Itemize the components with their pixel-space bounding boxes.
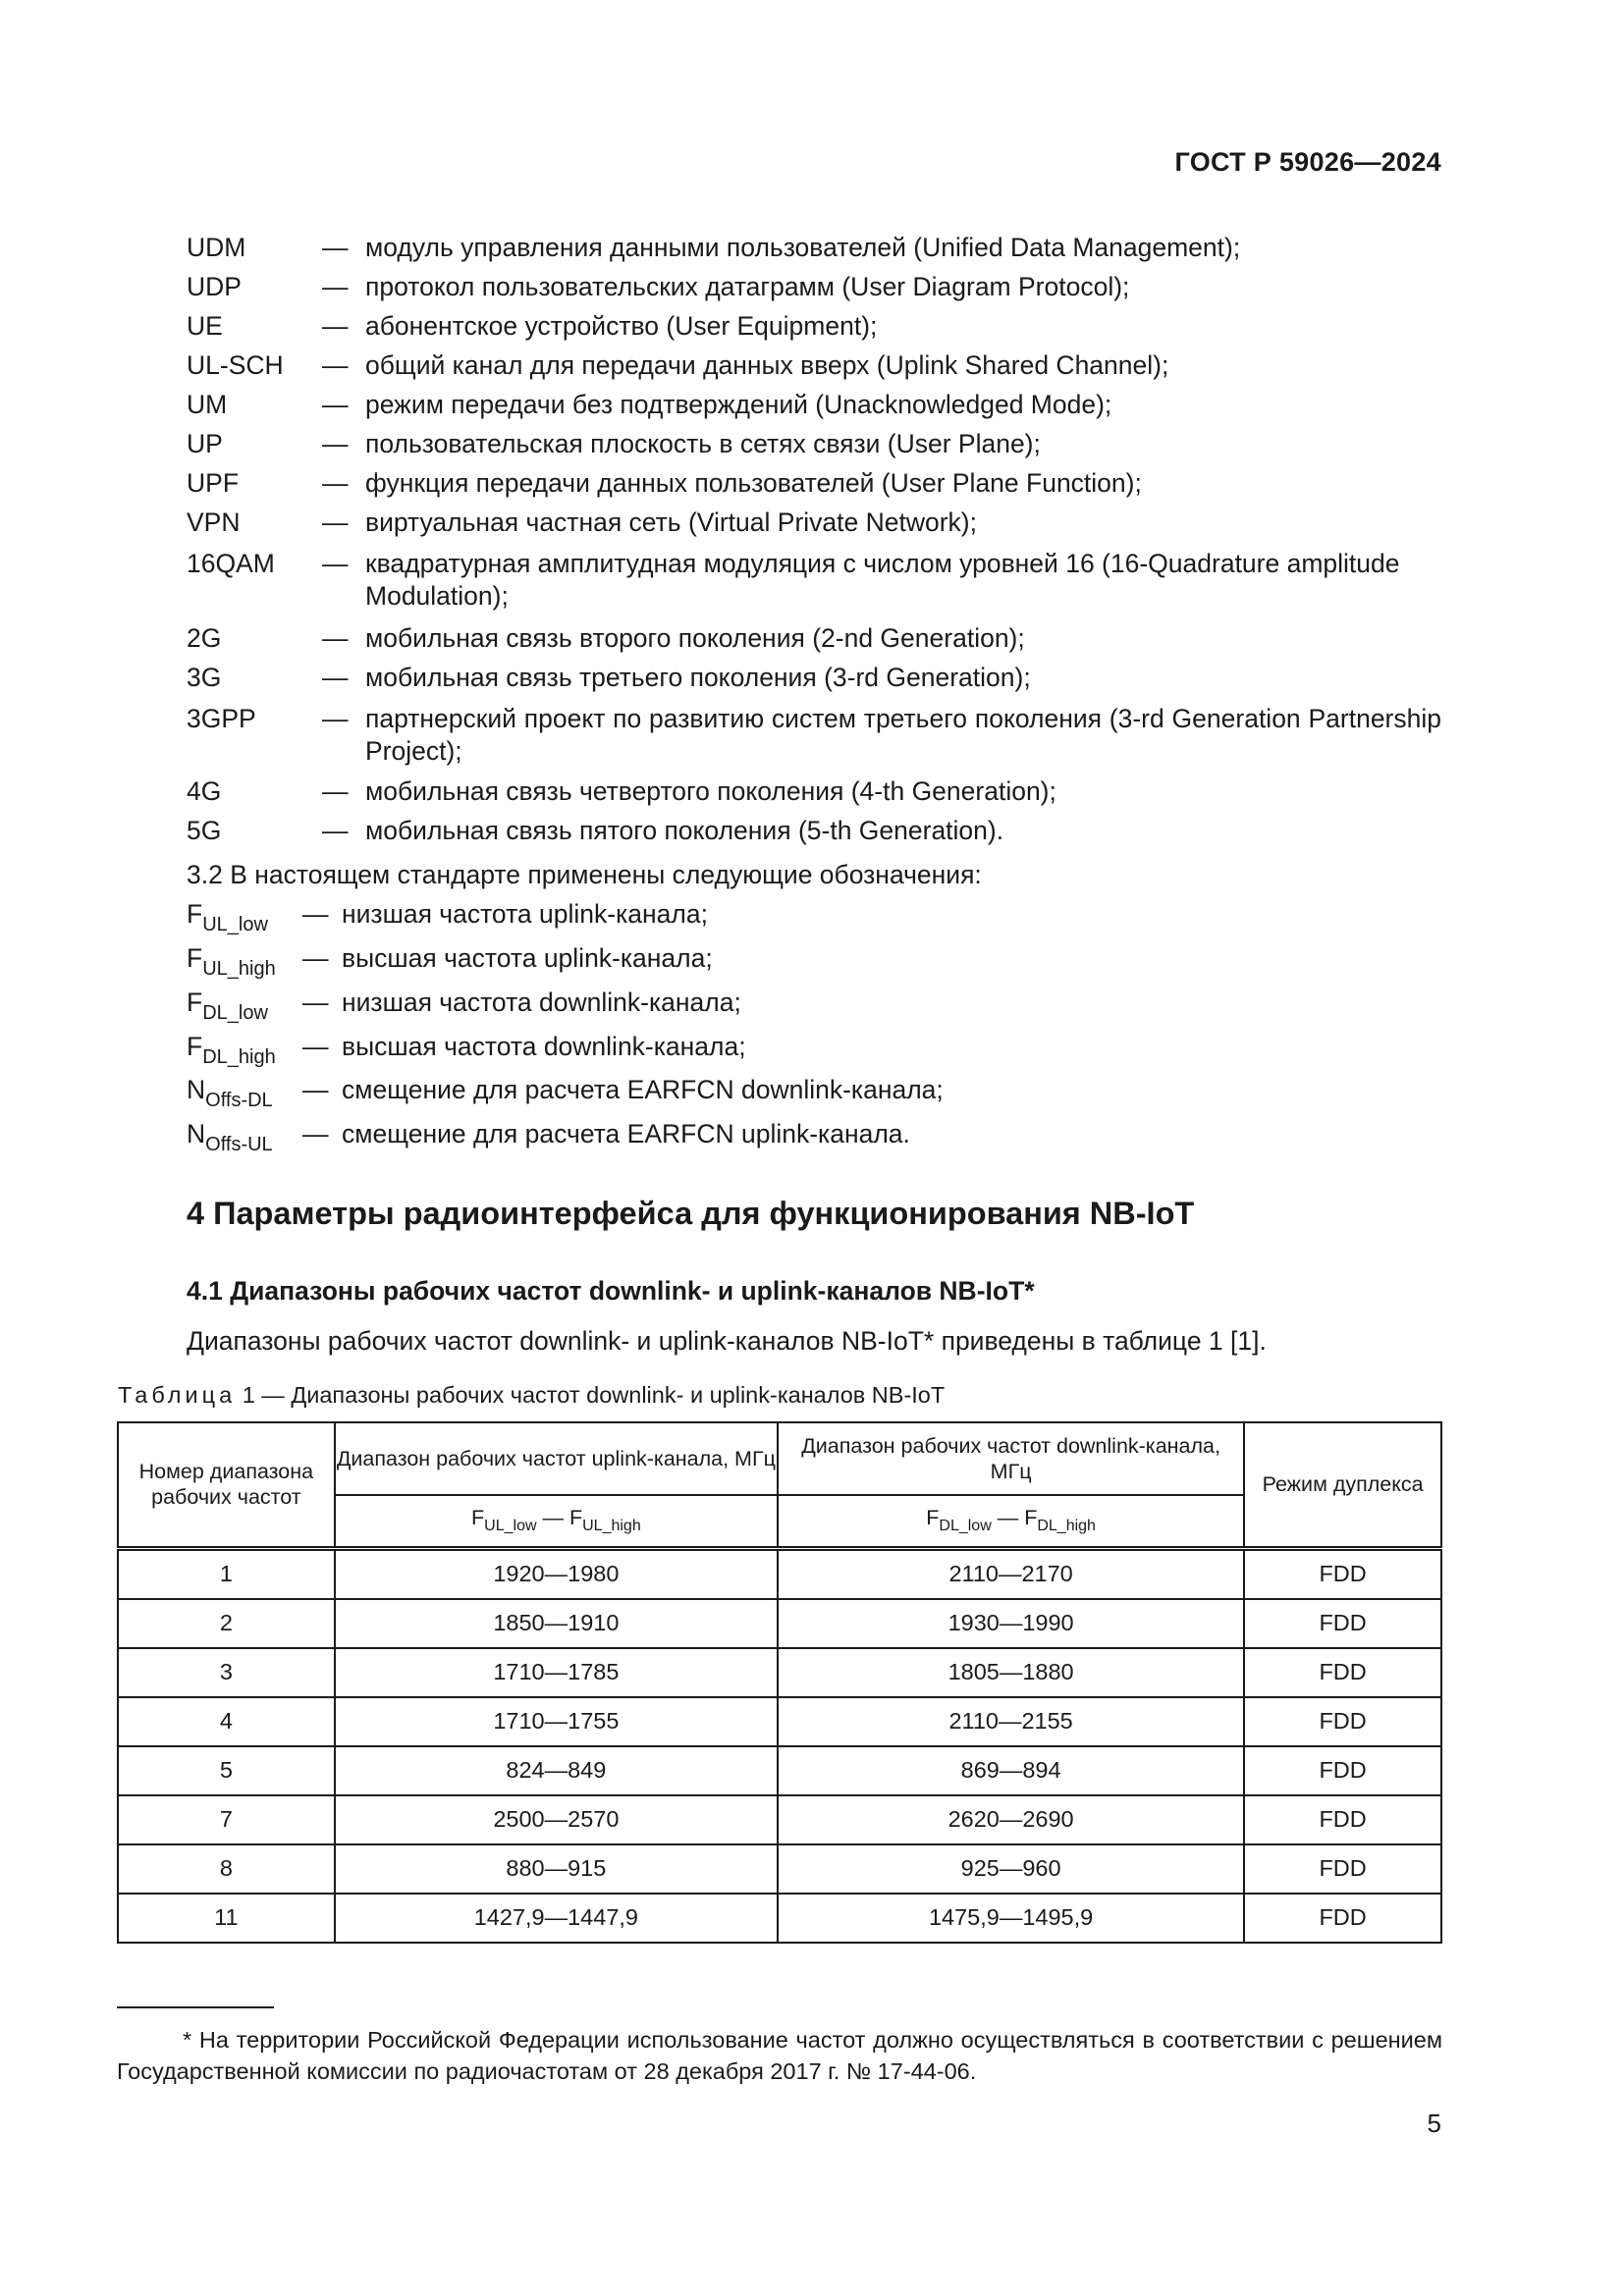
symbol-notation: $F_{DL\_low}$ xyxy=(187,988,268,1024)
uplink-cell: 1850—1910 xyxy=(335,1599,778,1648)
abbreviation-definition: мобильная связь второго поколения (2-nd Generation); xyxy=(365,623,1025,653)
symbol-definition: смещение для расчета EARFCN downlink-канала; xyxy=(342,1075,944,1104)
symbol-item xyxy=(187,942,713,986)
dash: — xyxy=(322,549,349,578)
symbol-definition: высшая частота uplink-канала; xyxy=(342,943,713,973)
symbol-item xyxy=(187,898,708,941)
page-number: 5 xyxy=(1427,2109,1441,2138)
uplink-cell: 1710—1785 xyxy=(335,1648,778,1697)
band-cell: 3 xyxy=(118,1648,335,1697)
uplink-cell: 2500—2570 xyxy=(335,1795,778,1844)
abbreviation-term: 5G xyxy=(187,816,222,845)
abbreviation-definition: партнерский проект по развитию систем третьего поколения (3-rd Generation Partnership Project); xyxy=(365,704,1441,766)
band-cell: 7 xyxy=(118,1795,335,1844)
dash: — xyxy=(322,390,349,419)
table-row xyxy=(118,1894,1441,1943)
footnote-separator xyxy=(117,2006,274,2008)
dash: — xyxy=(302,988,329,1017)
band-cell: 4 xyxy=(118,1697,335,1746)
symbol-item xyxy=(187,1118,910,1161)
symbol-definition: низшая частота uplink-канала; xyxy=(342,899,708,929)
abbreviation-term: UP xyxy=(187,429,223,458)
abbreviation-item xyxy=(187,271,1441,303)
downlink-cell: 2110—2170 xyxy=(778,1548,1244,1599)
abbreviation-definition: пользовательская плоскость в сетях связи (User Plane); xyxy=(365,429,1041,458)
abbreviation-term: 3GPP xyxy=(187,704,256,733)
dash: — xyxy=(322,704,349,733)
symbol-notation: $F_{UL\_low}$ xyxy=(187,899,268,935)
table-caption-label: Таблица xyxy=(118,1382,237,1408)
abbreviation-item xyxy=(187,662,1441,694)
abbreviation-definition: режим передачи без подтверждений (Unacknowledged Mode); xyxy=(365,390,1112,419)
dash: — xyxy=(302,899,329,929)
downlink-cell: 925—960 xyxy=(778,1844,1244,1894)
dash: — xyxy=(322,776,349,806)
dash: — xyxy=(322,272,349,301)
abbreviation-item xyxy=(187,310,1441,343)
document-header: ГОСТ Р 59026—2024 xyxy=(1174,147,1441,177)
abbreviation-term: 2G xyxy=(187,623,222,653)
abbreviation-definition: функция передачи данных пользователей (User Plane Function); xyxy=(365,468,1142,498)
duplex-cell: FDD xyxy=(1244,1844,1441,1894)
abbreviation-term: UDM xyxy=(187,233,246,262)
duplex-cell: FDD xyxy=(1244,1746,1441,1795)
downlink-cell: 869—894 xyxy=(778,1746,1244,1795)
abbreviation-term: UDP xyxy=(187,272,242,301)
abbreviation-term: UE xyxy=(187,311,223,341)
abbreviation-item xyxy=(187,507,1441,539)
abbreviation-term: UL-SCH xyxy=(187,350,284,380)
dash: — xyxy=(322,623,349,653)
duplex-cell: FDD xyxy=(1244,1648,1441,1697)
abbreviation-definition: квадратурная амплитудная модуляция с числом уровней 16 (16-Quadrature amplitude Modulation); xyxy=(365,549,1400,611)
abbreviation-definition: общий канал для передачи данных вверх (Uplink Shared Channel); xyxy=(365,350,1169,380)
abbreviation-term: 16QAM xyxy=(187,549,275,578)
table-caption-text: 1 — Диапазоны рабочих частот downlink- и uplink-каналов NB-IoT xyxy=(242,1382,946,1408)
abbreviation-definition: мобильная связь четвертого поколения (4-th Generation); xyxy=(365,776,1056,806)
abbreviation-item xyxy=(187,548,1441,613)
table-row xyxy=(118,1844,1441,1894)
symbol-notation: $F_{UL\_high}$ xyxy=(187,943,276,980)
duplex-cell: FDD xyxy=(1244,1795,1441,1844)
duplex-cell: FDD xyxy=(1244,1894,1441,1943)
uplink-cell: 880—915 xyxy=(335,1844,778,1894)
dash: — xyxy=(322,311,349,341)
abbreviation-item xyxy=(187,428,1441,460)
downlink-cell: 2620—2690 xyxy=(778,1795,1244,1844)
band-cell: 2 xyxy=(118,1599,335,1648)
symbol-notation: $N_{Offs-UL}$ xyxy=(187,1119,273,1155)
dash: — xyxy=(322,663,349,692)
header-band: Номер диапазона рабочих частот xyxy=(118,1422,335,1548)
abbreviation-term: UM xyxy=(187,390,228,419)
symbol-item xyxy=(187,987,741,1030)
abbreviation-definition: абонентское устройство (User Equipment); xyxy=(365,311,878,341)
dash: — xyxy=(322,350,349,380)
frequency-table xyxy=(117,1421,1442,1944)
band-cell: 11 xyxy=(118,1894,335,1943)
dash: — xyxy=(322,816,349,845)
symbol-notation: $N_{Offs-DL}$ xyxy=(187,1075,273,1111)
header-uplink-range: $F_{UL\_low}$ — $F_{UL\_high}$ xyxy=(335,1495,778,1548)
dash: — xyxy=(322,429,349,458)
symbol-definition: высшая частота downlink-канала; xyxy=(342,1032,746,1061)
downlink-cell: 1930—1990 xyxy=(778,1599,1244,1648)
abbreviation-term: 3G xyxy=(187,663,222,692)
table-row xyxy=(118,1697,1441,1746)
subsection-heading: 4.1 Диапазоны рабочих частот downlink- и uplink-каналов NB-IoT* xyxy=(187,1276,1035,1306)
duplex-cell: FDD xyxy=(1244,1697,1441,1746)
dash: — xyxy=(322,468,349,498)
dash: — xyxy=(322,233,349,262)
downlink-cell: 2110—2155 xyxy=(778,1697,1244,1746)
symbols-intro: 3.2 В настоящем стандарте применены следующие обозначения: xyxy=(187,860,982,889)
abbreviation-item xyxy=(187,815,1441,847)
header-uplink: Диапазон рабочих частот uplink-канала, МГц xyxy=(335,1422,778,1495)
abbreviation-term: 4G xyxy=(187,776,222,806)
abbreviation-item xyxy=(187,703,1441,768)
dash: — xyxy=(302,1075,329,1104)
header-downlink-range: $F_{DL\_low}$ — $F_{DL\_high}$ xyxy=(778,1495,1244,1548)
band-cell: 5 xyxy=(118,1746,335,1795)
abbreviation-item xyxy=(187,232,1441,264)
dash: — xyxy=(322,507,349,537)
abbreviation-definition: протокол пользовательских датаграмм (User Diagram Protocol); xyxy=(365,272,1130,301)
header-downlink: Диапазон рабочих частот downlink-канала, МГц xyxy=(778,1422,1244,1495)
duplex-cell: FDD xyxy=(1244,1548,1441,1599)
duplex-cell: FDD xyxy=(1244,1599,1441,1648)
table-row xyxy=(118,1548,1441,1599)
footnote: * На территории Российской Федерации использование частот должно осуществляться в соответствии с решением Государственной комиссии по радиочастотам от 28 декабря 2017 г. № 17-44-06. xyxy=(117,2027,1442,2084)
table-row xyxy=(118,1648,1441,1697)
downlink-cell: 1805—1880 xyxy=(778,1648,1244,1697)
dash: — xyxy=(302,1032,329,1061)
dash: — xyxy=(302,1119,329,1148)
uplink-cell: 1427,9—1447,9 xyxy=(335,1894,778,1943)
symbol-item xyxy=(187,1074,944,1117)
abbreviation-definition: мобильная связь пятого поколения (5-th Generation). xyxy=(365,816,1004,845)
abbreviation-item xyxy=(187,622,1441,655)
downlink-cell: 1475,9—1495,9 xyxy=(778,1894,1244,1943)
abbreviation-item xyxy=(187,775,1441,808)
table-row xyxy=(118,1795,1441,1844)
abbreviation-term: UPF xyxy=(187,468,239,498)
symbol-item xyxy=(187,1031,746,1074)
section-heading: 4 Параметры радиоинтерфейса для функционирования NB-IoT xyxy=(187,1196,1195,1231)
header-duplex: Режим дуплекса xyxy=(1244,1422,1441,1548)
band-cell: 1 xyxy=(118,1548,335,1599)
abbreviation-item xyxy=(187,349,1441,382)
symbol-notation: $F_{DL\_high}$ xyxy=(187,1032,276,1068)
dash: — xyxy=(302,943,329,973)
table-row xyxy=(118,1599,1441,1648)
band-cell: 8 xyxy=(118,1844,335,1894)
abbreviation-definition: мобильная связь третьего поколения (3-rd Generation); xyxy=(365,663,1031,692)
table-row xyxy=(118,1746,1441,1795)
table-caption xyxy=(118,1382,945,1409)
abbreviation-item xyxy=(187,467,1441,500)
symbol-definition: смещение для расчета EARFCN uplink-канала. xyxy=(342,1119,910,1148)
paragraph: Диапазоны рабочих частот downlink- и uplink-каналов NB-IoT* приведены в таблице 1 [1]. xyxy=(187,1326,1267,1356)
uplink-cell: 824—849 xyxy=(335,1746,778,1795)
abbreviation-item xyxy=(187,389,1441,421)
abbreviation-definition: виртуальная частная сеть (Virtual Private Network); xyxy=(365,507,977,537)
symbol-definition: низшая частота downlink-канала; xyxy=(342,988,741,1017)
uplink-cell: 1710—1755 xyxy=(335,1697,778,1746)
uplink-cell: 1920—1980 xyxy=(335,1548,778,1599)
abbreviation-definition: модуль управления данными пользователей (Unified Data Management); xyxy=(365,233,1241,262)
abbreviation-term: VPN xyxy=(187,507,241,537)
